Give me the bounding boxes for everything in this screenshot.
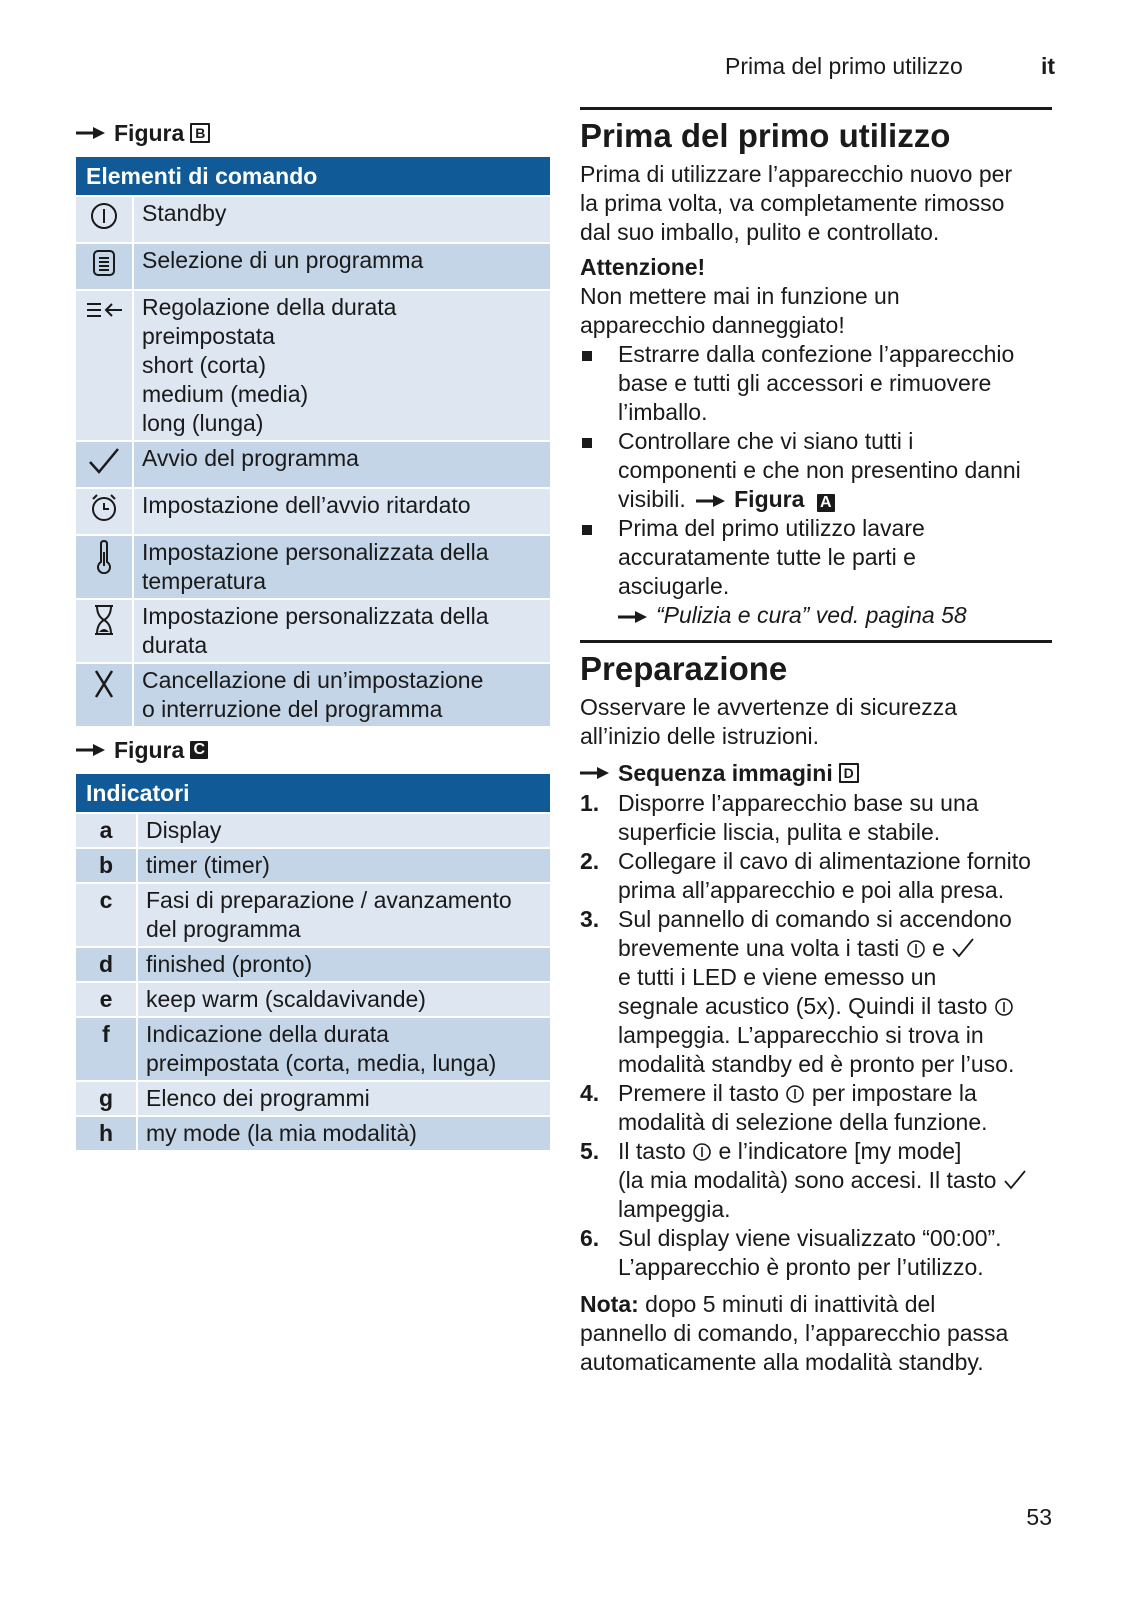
row-text: finished (pronto) (146, 951, 313, 977)
text-line: base e tutti gli accessori e rimuovere (618, 370, 992, 396)
cancel-icon (89, 668, 119, 700)
text-line: Collegare il cavo di alimentazione fornito (618, 848, 1031, 874)
row-text: Standby (142, 200, 227, 226)
step-number: 1. (580, 790, 600, 816)
text-line: Disporre l’apparecchio base su una (618, 790, 979, 816)
row-text: medium (media) (142, 381, 309, 407)
table-row (76, 197, 550, 242)
table-row (76, 536, 550, 598)
text-line: superficie liscia, pulita e stabile. (618, 819, 941, 845)
arrow-right-icon (618, 610, 648, 624)
table-row (76, 291, 550, 440)
figure-letter-badge: D (839, 763, 859, 783)
arrow-right-icon (580, 766, 610, 780)
checkmark-icon (87, 446, 121, 476)
row-text: del programma (146, 916, 301, 942)
text-line: L’apparecchio è pronto per l’utilizzo. (618, 1254, 984, 1280)
left-column (76, 117, 550, 1152)
text-line: l’imballo. (618, 399, 708, 425)
text-line: (la mia modalità) sono accesi. Il tasto (618, 1167, 997, 1193)
figure-c-reference (76, 734, 550, 766)
indicators-table-heading: Indicatori (76, 774, 550, 812)
running-header-title: Prima del primo utilizzo (725, 53, 963, 79)
indicator-key: d (76, 948, 138, 981)
text-line: e tutti i LED e viene emesso un (618, 964, 937, 990)
row-text: Avvio del programma (142, 445, 359, 471)
indicator-key: h (76, 1117, 138, 1150)
right-column (580, 107, 1052, 1377)
row-text: Elenco dei programmi (146, 1085, 370, 1111)
delay-timer-icon (89, 493, 119, 523)
checkmark-icon (1003, 1169, 1027, 1191)
row-text: o interruzione del programma (142, 696, 443, 722)
table-row (76, 600, 550, 662)
row-text: Impostazione dell’avvio ritardato (142, 492, 471, 518)
warning-title: Attenzione! (580, 254, 706, 280)
row-text: Fasi di preparazione / avanzamento (146, 887, 512, 913)
step-item (580, 905, 1052, 1079)
step-number: 2. (580, 848, 600, 874)
section-divider (580, 640, 1052, 643)
power-icon (89, 201, 119, 231)
figure-label: Figura (734, 486, 805, 512)
indicator-key: e (76, 983, 138, 1016)
text-line: lampeggia. (618, 1196, 731, 1222)
text-line: pannello di comando, l’apparecchio passa (580, 1320, 1009, 1346)
controls-table (76, 155, 550, 728)
text-line: Sul pannello di comando si accendono (618, 906, 1012, 932)
figure-letter-badge: C (190, 741, 208, 759)
text-line: per impostare la (811, 1080, 977, 1106)
arrow-right-icon (696, 494, 726, 508)
table-row (76, 1018, 550, 1080)
text-line: prima all’apparecchio e poi alla presa. (618, 877, 1005, 903)
step-item (580, 847, 1052, 905)
text-line: lampeggia. L’apparecchio si trova in (618, 1022, 984, 1048)
text-line: e (932, 935, 945, 961)
language-code: it (1040, 53, 1055, 79)
cross-reference-link[interactable]: “Pulizia e cura” ved. pagina 58 (656, 602, 967, 628)
section-title-preparation: Preparazione (580, 650, 788, 687)
indicators-table (76, 772, 550, 1152)
indicator-key: a (76, 814, 138, 847)
text-line: Prima del primo utilizzo lavare (618, 515, 925, 541)
text-line: segnale acustico (5x). Quindi il tasto (618, 993, 988, 1019)
table-row (76, 1082, 550, 1115)
text-line: Prima di utilizzare l’apparecchio nuovo per (580, 161, 1013, 187)
image-sequence-reference (580, 757, 1052, 789)
row-text: Regolazione della durata (142, 294, 397, 320)
table-row (76, 814, 550, 847)
table-row (76, 948, 550, 981)
row-text: Display (146, 817, 222, 843)
indicator-key: g (76, 1082, 138, 1115)
row-text: Impostazione personalizzata della (142, 603, 489, 629)
arrow-right-icon (76, 126, 106, 140)
table-row (76, 884, 550, 946)
text-line: apparecchio danneggiato! (580, 312, 845, 338)
text-line: visibili. (618, 486, 686, 512)
row-text: Impostazione personalizzata della (142, 539, 489, 565)
running-header (725, 52, 1055, 84)
step-number: 4. (580, 1080, 600, 1106)
figure-letter-badge: B (190, 123, 210, 143)
text-line: brevemente una volta i tasti (618, 935, 900, 961)
step-number: 5. (580, 1138, 600, 1164)
text-line: Osservare le avvertenze di sicurezza (580, 694, 958, 720)
instruction-list (580, 340, 1052, 630)
text-line: automaticamente alla modalità standby. (580, 1349, 984, 1375)
indicator-key: b (76, 849, 138, 882)
controls-table-heading: Elementi di comando (76, 157, 550, 195)
note-label: Nota: (580, 1291, 639, 1317)
step-number: 3. (580, 906, 600, 932)
text-line: dal suo imballo, pulito e controllato. (580, 219, 940, 245)
table-row (76, 849, 550, 882)
step-item (580, 789, 1052, 847)
table-row (76, 983, 550, 1016)
text-line: Estrarre dalla confezione l’apparecchio (618, 341, 1015, 367)
row-text: timer (timer) (146, 852, 270, 878)
text-line: dopo 5 minuti di inattività del (645, 1291, 936, 1317)
row-text: Indicazione della durata (146, 1021, 389, 1047)
preparation-steps (580, 789, 1052, 1282)
checkmark-icon (951, 937, 975, 959)
step-item (580, 1079, 1052, 1137)
warning-text (580, 282, 1052, 340)
figure-label: Figura (114, 737, 185, 763)
figure-label: Figura (114, 120, 185, 146)
step-item (580, 1137, 1052, 1224)
row-text: long (lunga) (142, 410, 264, 436)
row-text: short (corta) (142, 352, 266, 378)
power-icon (692, 1142, 712, 1162)
row-text: Selezione di un programma (142, 247, 424, 273)
text-line: la prima volta, va completamente rimosso (580, 190, 1005, 216)
step-number: 6. (580, 1225, 600, 1251)
list-item (580, 514, 1052, 630)
text-line: modalità standby ed è pronto per l’uso. (618, 1051, 1015, 1077)
text-line: modalità di selezione della funzione. (618, 1109, 988, 1135)
text-line: e l’indicatore [my mode] (718, 1138, 962, 1164)
list-item (580, 340, 1052, 427)
row-text: Cancellazione di un’impostazione (142, 667, 484, 693)
text-line: accuratamente tutte le parti e (618, 544, 916, 570)
intro-paragraph (580, 693, 1052, 751)
section-divider (580, 107, 1052, 110)
row-text: preimpostata (corta, media, lunga) (146, 1050, 497, 1076)
page-number: 53 (1026, 1504, 1052, 1530)
row-text: preimpostata (142, 323, 275, 349)
figure-b-reference (76, 117, 550, 149)
section-title-first-use: Prima del primo utilizzo (580, 117, 951, 154)
note-paragraph (580, 1290, 1052, 1377)
list-item (580, 427, 1052, 514)
row-text: keep warm (scaldavivande) (146, 986, 426, 1012)
table-row (76, 489, 550, 534)
text-line: Sul display viene visualizzato “00:00”. (618, 1225, 1002, 1251)
table-row (76, 244, 550, 289)
text-line: Non mettere mai in funzione un (580, 283, 900, 309)
program-list-icon (89, 248, 119, 278)
table-row (76, 1117, 550, 1150)
intro-paragraph (580, 160, 1052, 247)
thermometer-icon (89, 540, 119, 574)
figure-letter-badge: A (817, 494, 835, 512)
text-line: Premere il tasto (618, 1080, 780, 1106)
row-text: temperatura (142, 568, 267, 594)
power-icon (994, 997, 1014, 1017)
sequence-label: Sequenza immagini (618, 760, 833, 786)
table-row (76, 664, 550, 726)
power-icon (906, 939, 926, 959)
hourglass-icon (89, 604, 119, 636)
row-text: durata (142, 632, 208, 658)
table-row (76, 442, 550, 487)
text-line: componenti e che non presentino danni (618, 457, 1021, 483)
duration-preset-icon (84, 295, 124, 325)
text-line: all’inizio delle istruzioni. (580, 723, 820, 749)
row-text: my mode (la mia modalità) (146, 1120, 417, 1146)
text-line: Il tasto (618, 1138, 686, 1164)
indicator-key: c (76, 884, 138, 946)
indicator-key: f (76, 1018, 138, 1080)
text-line: asciugarle. (618, 573, 730, 599)
power-icon (785, 1084, 805, 1104)
step-item (580, 1224, 1052, 1282)
text-line: Controllare che vi siano tutti i (618, 428, 914, 454)
arrow-right-icon (76, 743, 106, 757)
